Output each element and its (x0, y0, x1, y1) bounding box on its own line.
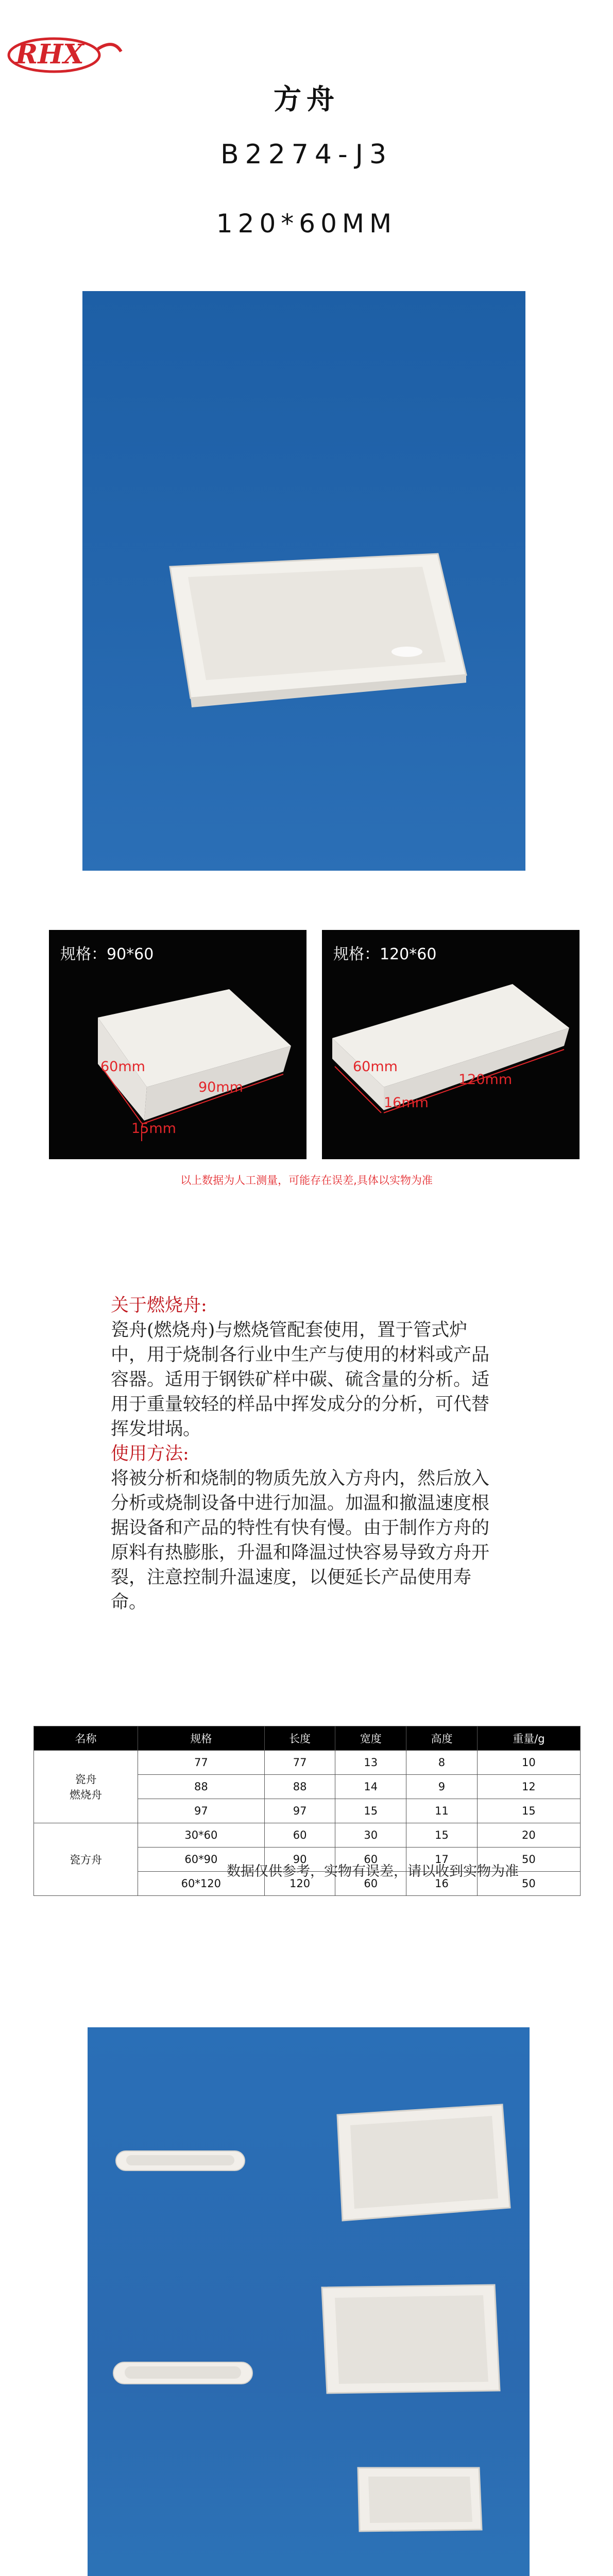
table-cell: 77 (138, 1751, 264, 1775)
table-cell: 97 (264, 1799, 335, 1823)
table-cell: 9 (406, 1775, 478, 1799)
spec-card-120x60 (322, 930, 580, 1159)
table-cell: 30 (335, 1823, 406, 1848)
table-cell: 8 (406, 1751, 478, 1775)
table-cell: 16 (406, 1872, 478, 1896)
table-note: 数据仅供参考，实物有误差，请以收到实物为准 (227, 1863, 519, 1879)
table-cell: 90 (264, 1848, 335, 1872)
table-cell: 30*60 (138, 1823, 264, 1848)
dim-height: 15mm (131, 1121, 176, 1137)
table-cell: 14 (335, 1775, 406, 1799)
usage-heading: 使用方法: (111, 1444, 189, 1464)
table-cell: 60*120 (138, 1872, 264, 1896)
spec-card-90x60 (49, 930, 306, 1159)
spec-label: 规格：120*60 (333, 945, 437, 963)
table-cell: 60 (335, 1872, 406, 1896)
table-row (34, 1823, 581, 1848)
table-cell: 77 (264, 1751, 335, 1775)
usage-body: 将被分析和烧制的物质先放入方舟内，然后放入分析或烧制设备中进行加温。加温和撤温速度根据设备和产品的特性有快有慢。由于制作方舟的原料有热膨胀，升温和降温过快容易导致方舟开裂，注意控制升温速度，以便延长产品使用寿命。 (111, 1468, 490, 1613)
dim-length: 90mm (198, 1079, 243, 1095)
dim-height: 16mm (384, 1095, 429, 1111)
spec-note: 以上数据为人工测量，可能存在误差,具体以实物为准 (180, 1174, 433, 1187)
table-cell: 12 (477, 1775, 580, 1799)
brand-logo (5, 28, 129, 77)
table-cell: 20 (477, 1823, 580, 1848)
table-cell: 15 (406, 1823, 478, 1848)
group-name: 瓷舟 燃烧舟 (34, 1751, 138, 1823)
table-cell: 17 (406, 1848, 478, 1872)
dim-length: 120mm (458, 1072, 513, 1088)
col-header-spec: 规格 (138, 1726, 264, 1751)
col-header-width: 宽度 (335, 1726, 406, 1751)
table-cell: 15 (335, 1799, 406, 1823)
table-cell: 50 (477, 1872, 580, 1896)
col-header-name: 名称 (34, 1726, 138, 1751)
main-product-photo (82, 291, 525, 871)
table-cell: 88 (264, 1775, 335, 1799)
col-header-weight: 重量/g (477, 1726, 580, 1751)
dim-width: 60mm (100, 1059, 145, 1075)
group-name: 瓷方舟 (34, 1823, 138, 1896)
spec-label: 规格：90*60 (60, 945, 154, 963)
about-body: 瓷舟(燃烧舟)与燃烧管配套使用，置于管式炉中，用于烧制各行业中生产与使用的材料或产品容器。适用于钢铁矿样中碳、硫含量的分析。适用于重量较轻的样品中挥发成分的分析，可代替挥发坩埚。 (111, 1320, 490, 1439)
product-name: 方舟 (274, 83, 339, 115)
product-model: B2274-J3 (220, 139, 393, 170)
product-size: 120*60MM (216, 209, 397, 239)
table-cell: 11 (406, 1799, 478, 1823)
col-header-length: 长度 (264, 1726, 335, 1751)
about-heading: 关于燃烧舟: (111, 1295, 207, 1316)
table-cell: 60 (335, 1848, 406, 1872)
table-cell: 13 (335, 1751, 406, 1775)
table-cell: 88 (138, 1775, 264, 1799)
table-cell: 50 (477, 1848, 580, 1872)
table-cell: 60 (264, 1823, 335, 1848)
product-group-photo (88, 2027, 530, 2576)
logo-text: RHX (15, 39, 84, 70)
description-block (111, 1293, 502, 1615)
table-cell: 97 (138, 1799, 264, 1823)
table-cell: 60*90 (138, 1848, 264, 1872)
table-cell: 15 (477, 1799, 580, 1823)
col-header-height: 高度 (406, 1726, 478, 1751)
table-row (34, 1751, 581, 1775)
table-cell: 10 (477, 1751, 580, 1775)
table-cell: 120 (264, 1872, 335, 1896)
dim-width: 60mm (353, 1059, 398, 1075)
